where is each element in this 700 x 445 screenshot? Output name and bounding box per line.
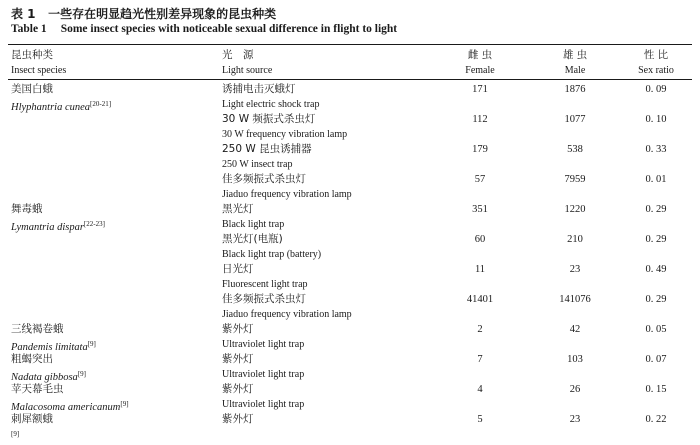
species-reference: [9] — [77, 370, 86, 378]
sex-ratio: 0. 22 — [645, 414, 667, 425]
sex-ratio: 0. 10 — [645, 114, 667, 125]
table-row — [0, 142, 700, 172]
male-count: 7959 — [564, 174, 586, 185]
light-source-cell — [222, 412, 254, 427]
female-count: 112 — [472, 114, 488, 125]
light-source-en: 250 W insect trap — [222, 159, 293, 170]
light-source-cn: 紫外灯 — [222, 413, 254, 425]
table-row — [0, 112, 700, 142]
header-species — [11, 48, 66, 78]
light-source-en: Jiaduo frequency vibration lamp — [222, 189, 352, 200]
female-count: 2 — [477, 324, 483, 335]
table-caption-cn: 一些存在明显趋光性别差异现象的昆虫种类 — [48, 7, 277, 21]
header-source-en: Light source — [222, 65, 273, 76]
species-latin-text: Pandemis limitata — [11, 342, 88, 353]
male-count: 103 — [567, 354, 583, 365]
light-source-cn: 日光灯 — [222, 263, 254, 275]
table-body — [0, 82, 700, 442]
light-source-cell — [222, 172, 352, 202]
light-source-cn: 黑光灯(电瓶) — [222, 233, 283, 245]
species-name-cn: 美国白蛾 — [11, 83, 53, 95]
light-source-en: Black light trap — [222, 219, 285, 230]
header-species-cn: 昆虫种类 — [11, 49, 53, 61]
light-source-cell — [222, 382, 304, 412]
header-ratio-en: Sex ratio — [638, 65, 674, 76]
sex-ratio: 0. 33 — [645, 144, 667, 155]
species-cell — [11, 382, 129, 415]
light-source-cell — [222, 262, 308, 292]
male-count: 1876 — [564, 84, 586, 95]
light-source-cell — [222, 202, 284, 232]
table-title-cn — [11, 5, 276, 22]
sex-ratio: 0. 15 — [645, 384, 667, 395]
light-source-en: 30 W frequency vibration lamp — [222, 129, 348, 140]
table-row — [0, 292, 700, 322]
light-source-en: Ultraviolet light trap — [222, 399, 305, 410]
light-source-en: Jiaduo frequency vibration lamp — [222, 309, 352, 320]
header-species-en: Insect species — [11, 65, 67, 76]
light-source-cn: 250 W 昆虫诱捕器 — [222, 143, 312, 155]
male-count: 1220 — [564, 204, 586, 215]
header-ratio-cn: 性 比 — [643, 49, 669, 61]
header-female-cn: 雌 虫 — [467, 49, 493, 61]
light-source-cn: 紫外灯 — [222, 353, 254, 365]
male-count: 42 — [569, 324, 581, 335]
light-source-cn: 黑光灯 — [222, 203, 254, 215]
female-count: 60 — [474, 234, 486, 245]
species-reference: [20-21] — [90, 100, 112, 108]
species-reference: [22-23] — [83, 220, 105, 228]
table-row — [0, 352, 700, 382]
light-source-cell — [222, 292, 352, 322]
female-count: 11 — [474, 264, 486, 275]
header-male — [540, 48, 610, 78]
species-name-cn: 苹天幕毛虫 — [11, 383, 64, 395]
sex-ratio: 0. 29 — [645, 204, 667, 215]
light-source-cell — [222, 142, 312, 172]
table-title-en — [11, 23, 397, 35]
table-row — [0, 382, 700, 412]
species-reference: [9] — [87, 340, 96, 348]
species-name-cn: 粗蝎突出 — [11, 353, 53, 365]
light-source-cn: 诱捕电击灭蛾灯 — [222, 83, 296, 95]
header-sex-ratio — [628, 48, 684, 78]
sex-ratio: 0. 29 — [645, 234, 667, 245]
female-count: 7 — [477, 354, 483, 365]
species-latin-text: Hlyphantria cunea — [11, 102, 91, 113]
light-source-cell — [222, 352, 304, 382]
table-row — [0, 262, 700, 292]
male-count: 538 — [567, 144, 583, 155]
table-row — [0, 202, 700, 232]
light-source-cell — [222, 82, 319, 112]
table-row — [0, 412, 700, 442]
light-source-en: Ultraviolet light trap — [222, 339, 305, 350]
header-female-en: Female — [465, 65, 495, 76]
species-cell — [11, 322, 96, 355]
male-count: 23 — [569, 264, 581, 275]
table-row — [0, 232, 700, 262]
female-count: 171 — [472, 84, 488, 95]
light-source-cn: 30 W 频振式杀虫灯 — [222, 113, 316, 125]
female-count: 5 — [477, 414, 483, 425]
sex-ratio: 0. 07 — [645, 354, 667, 365]
species-cell — [11, 412, 53, 445]
sex-ratio: 0. 09 — [645, 84, 667, 95]
light-source-en: Light electric shock trap — [222, 99, 320, 110]
female-count: 351 — [472, 204, 488, 215]
species-reference: [9] — [11, 430, 20, 438]
light-source-cn: 佳多频振式杀虫灯 — [222, 173, 306, 185]
female-count: 41401 — [466, 294, 494, 305]
header-source — [222, 48, 272, 78]
light-source-en: Ultraviolet light trap — [222, 369, 305, 380]
species-reference: [9] — [120, 400, 129, 408]
light-source-cn: 紫外灯 — [222, 323, 254, 335]
top-rule — [8, 44, 692, 45]
light-source-en: Black light trap (battery) — [222, 249, 322, 260]
species-cell — [11, 82, 111, 115]
species-latin-text: Lymantria dispar — [11, 222, 84, 233]
header-female — [450, 48, 510, 78]
header-male-cn: 雄 虫 — [562, 49, 588, 61]
light-source-cn: 佳多频振式杀虫灯 — [222, 293, 306, 305]
light-source-cell — [222, 232, 321, 262]
header-male-en: Male — [564, 65, 586, 76]
male-count: 26 — [569, 384, 581, 395]
sex-ratio: 0. 05 — [645, 324, 667, 335]
light-source-cell — [222, 322, 304, 352]
table-row — [0, 322, 700, 352]
male-count: 1077 — [564, 114, 586, 125]
species-name-cn: 舞毒蛾 — [11, 203, 43, 215]
female-count: 57 — [474, 174, 486, 185]
table-label-en: Table 1 — [11, 23, 47, 35]
table-caption-en: Some insect species with noticeable sexual difference in flight to light — [60, 23, 398, 35]
table-label-cn: 表 1 — [11, 7, 36, 21]
sex-ratio: 0. 49 — [645, 264, 667, 275]
table-row — [0, 82, 700, 112]
female-count: 4 — [477, 384, 483, 395]
sex-ratio: 0. 01 — [645, 174, 667, 185]
light-source-cell — [222, 112, 347, 142]
sex-ratio: 0. 29 — [645, 294, 667, 305]
header-rule — [8, 79, 692, 80]
male-count: 141076 — [559, 294, 591, 305]
light-source-en: Fluorescent light trap — [222, 279, 308, 290]
table-row — [0, 172, 700, 202]
species-name-cn: 刺犀额蛾 — [11, 413, 53, 425]
species-cell — [11, 202, 105, 235]
light-source-cn: 紫外灯 — [222, 383, 254, 395]
male-count: 23 — [569, 414, 581, 425]
species-latin-text: Malacosoma americanum — [11, 402, 121, 413]
species-latin-text: Nadata gibbosa — [11, 372, 78, 383]
header-source-cn: 光 源 — [222, 49, 254, 61]
species-name-latin — [11, 427, 53, 445]
male-count: 210 — [567, 234, 583, 245]
species-cell — [11, 352, 86, 385]
female-count: 179 — [472, 144, 488, 155]
species-name-cn: 三线褐卷蛾 — [11, 323, 64, 335]
